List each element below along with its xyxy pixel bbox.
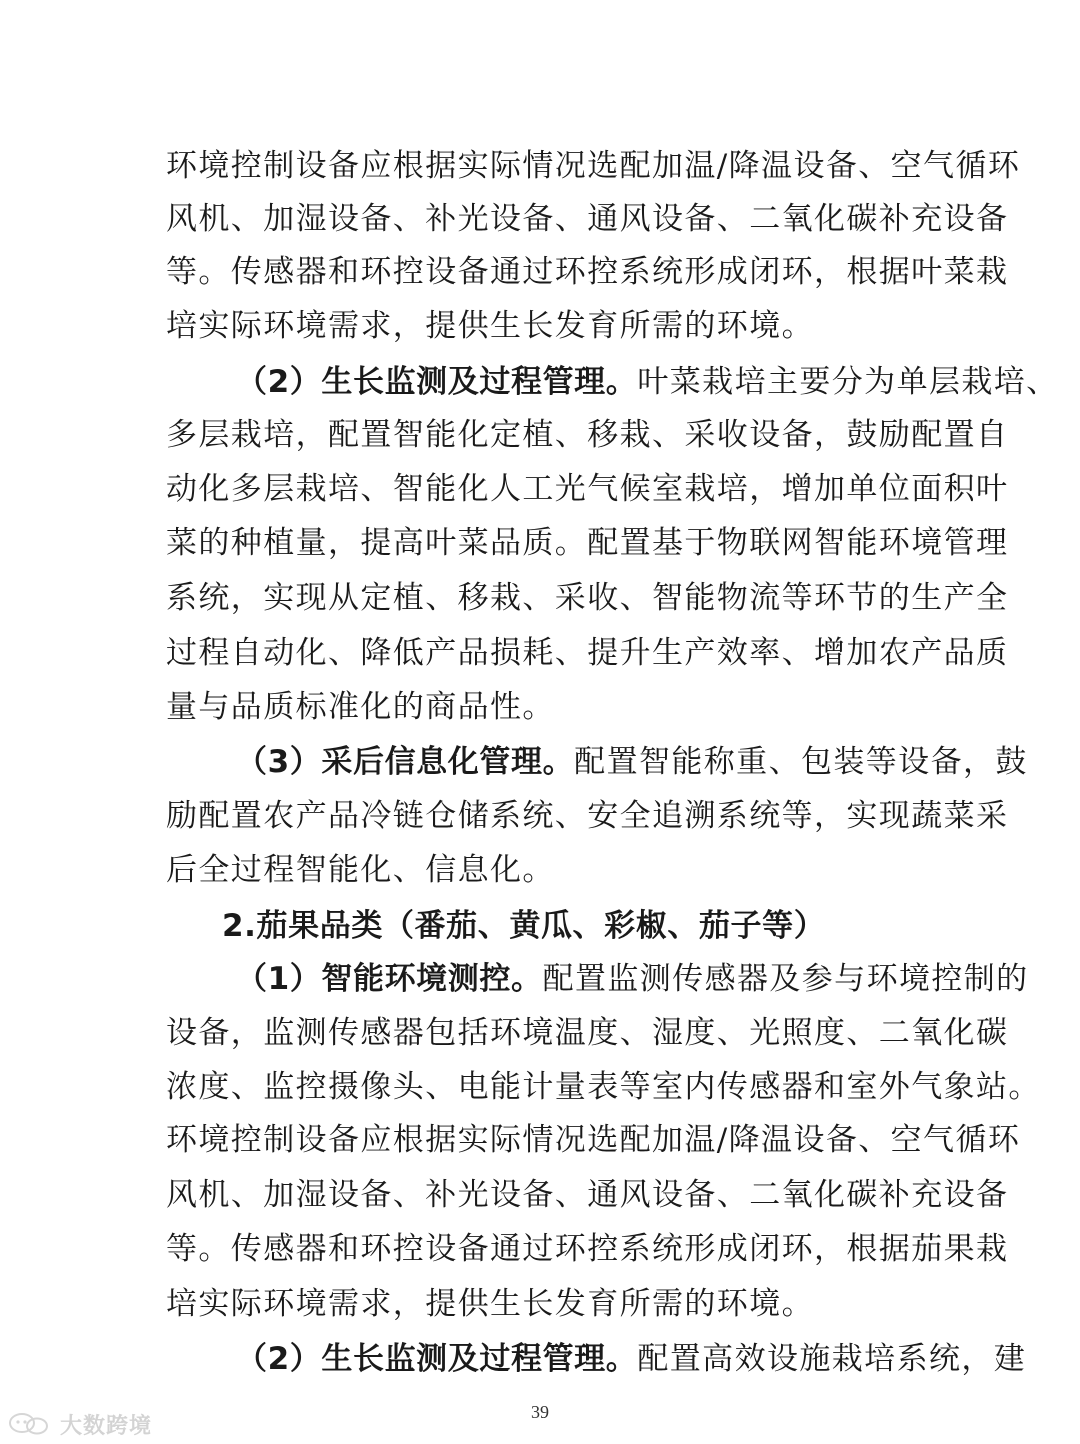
page-number: 39	[531, 1402, 549, 1422]
body-line: 后全过程智能化、信息化。	[166, 852, 555, 888]
body-line: 风机、加湿设备、补光设备、通风设备、二氧化碳补充设备	[166, 201, 1009, 237]
paragraph-first-line	[236, 952, 1029, 1006]
body-line: 环境控制设备应根据实际情况选配加温/降温设备、空气循环	[166, 148, 1021, 184]
body-line: 过程自动化、降低产品损耗、提升生产效率、增加农产品质	[166, 635, 1009, 671]
paragraph-text: 叶菜栽培主要分为单层栽培、	[637, 364, 1059, 400]
wechat-bubble-icon	[8, 1412, 52, 1436]
body-line: 等。传感器和环控设备通过环控系统形成闭环，根据叶菜栽	[166, 254, 1009, 290]
paragraph-label: （3）采后信息化管理。	[236, 744, 575, 780]
body-line: 设备，监测传感器包括环境温度、湿度、光照度、二氧化碳	[166, 1015, 1009, 1051]
body-line: 浓度、监控摄像头、电能计量表等室内传感器和室外气象站。	[166, 1069, 1041, 1105]
body-line: 风机、加湿设备、补光设备、通风设备、二氧化碳补充设备	[166, 1177, 1009, 1213]
paragraph-text: 配置监测传感器及参与环境控制的	[542, 961, 1029, 997]
paragraph-label: （2）生长监测及过程管理。	[236, 1341, 638, 1377]
paragraph-first-line	[236, 355, 1059, 409]
body-line: 励配置农产品冷链仓储系统、安全追溯系统等，实现蔬菜采	[166, 798, 1009, 834]
paragraph-label: （2）生长监测及过程管理。	[236, 364, 638, 400]
body-line: 培实际环境需求，提供生长发育所需的环境。	[166, 1286, 814, 1322]
body-line: 量与品质标准化的商品性。	[166, 689, 555, 725]
body-line: 多层栽培，配置智能化定植、移栽、采收设备，鼓励配置自	[166, 417, 1009, 453]
watermark	[8, 1410, 152, 1438]
paragraph-label: （1）智能环境测控。	[236, 961, 543, 997]
paragraph-first-line	[236, 735, 1028, 789]
section-heading: 2.茄果品类（番茄、黄瓜、彩椒、茄子等）	[222, 908, 826, 944]
paragraph-first-line	[236, 1332, 1027, 1386]
body-line: 系统，实现从定植、移栽、采收、智能物流等环节的生产全	[166, 580, 1009, 616]
watermark-text: 大数跨境	[60, 1413, 153, 1439]
body-line: 动化多层栽培、智能化人工光气候室栽培，增加单位面积叶	[166, 471, 1009, 507]
body-line: 环境控制设备应根据实际情况选配加温/降温设备、空气循环	[166, 1122, 1021, 1158]
body-line: 等。传感器和环控设备通过环控系统形成闭环，根据茄果栽	[166, 1231, 1009, 1267]
body-line: 培实际环境需求，提供生长发育所需的环境。	[166, 308, 814, 344]
paragraph-text: 配置智能称重、包装等设备，鼓	[574, 744, 1028, 780]
body-line: 菜的种植量，提高叶菜品质。配置基于物联网智能环境管理	[166, 525, 1009, 561]
paragraph-text: 配置高效设施栽培系统，建	[637, 1341, 1027, 1377]
